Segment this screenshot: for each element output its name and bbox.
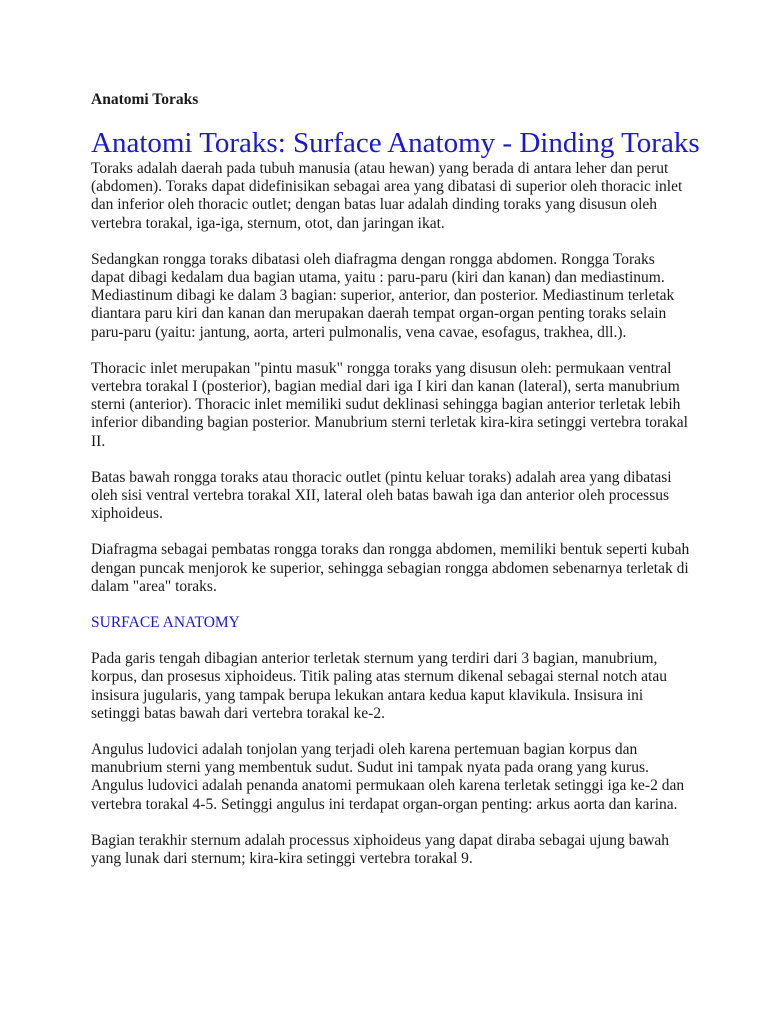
document-page [91, 90, 700, 886]
document-title: Anatomi Toraks: Surface Anatomy - Dinding Toraks [91, 127, 700, 159]
paragraph-intro-2: Sedangkan rongga toraks dibatasi oleh diafragma dengan rongga abdomen. Rongga Toraks dapat dibagi kedalam dua bagian utama, yaitu : paru-paru (kiri dan kanan) dan mediastinum. Mediastinum dibagi ke dalam 3 bagian: superior, anterior, dan posterior. Mediastinum terletak diantara paru kiri dan kanan dan merupakan daerah tempat organ-organ penting toraks selain paru-paru (yaitu: jantung, aorta, arteri pulmonalis, vena cavae, esofagus, trakhea, dll.). [91, 250, 675, 341]
section-heading-surface-anatomy: SURFACE ANATOMY [91, 614, 240, 632]
paragraph-section-1: Pada garis tengah dibagian anterior terletak sternum yang terdiri dari 3 bagian, manubrium, korpus, dan prosesus xiphoideus. Titik paling atas sternum dikenal sebagai sternal notch atau insisura jugularis, yang tampak berupa lekukan antara kedua kaput klavikula. Insisura ini setinggi batas bawah dari vertebra torakal ke-2. [91, 650, 667, 722]
paragraph-section-3: Bagian terakhir sternum adalah processus xiphoideus yang dapat diraba sebagai ujung bawah yang lunak dari sternum; kira-kira setinggi vertebra torakal 9. [91, 831, 670, 868]
paragraph-intro-5: Diafragma sebagai pembatas rongga toraks dan rongga abdomen, memiliki bentuk seperti kubah dengan puncak menjorok ke superior, sehingga sebagian rongga abdomen sebenarnya terletak di dalam "area" toraks. [91, 541, 690, 595]
paragraph-intro-4: Batas bawah rongga toraks atau thoracic outlet (pintu keluar toraks) adalah area yang dibatasi oleh sisi ventral vertebra torakal XII, lateral oleh batas bawah iga dan anterior oleh processus xiphoideus. [91, 468, 672, 523]
paragraph-intro-1: Toraks adalah daerah pada tubuh manusia (atau hewan) yang berada di antara leher dan perut (abdomen). Toraks dapat didefinisikan sebagai area yang dibatasi di superior oleh thoracic inlet dan inferior oleh thoracic outlet; dengan batas luar adalah dinding toraks yang disusun oleh vertebra torakal, iga-iga, sternum, otot, dan jaringan ikat. [91, 160, 683, 232]
paragraph-section-2: Angulus ludovici adalah tonjolan yang terjadi oleh karena pertemuan bagian korpus dan manubrium sterni yang membentuk sudut. Sudut ini tampak nyata pada orang yang kurus. Angulus ludovici adalah penanda anatomi permukaan oleh karena terletak setinggi iga ke-2 dan vertebra torakal 4-5. Setinggi angulus ini terdapat organ-organ penting: arkus aorta dan karina. [91, 741, 685, 813]
document-label: Anatomi Toraks [91, 91, 199, 108]
paragraph-intro-3: Thoracic inlet merupakan "pintu masuk" rongga toraks yang disusun oleh: permukaan ventral vertebra torakal I (posterior), bagian medial dari iga I kiri dan kanan (lateral), serta manubrium sterni (anterior). Thoracic inlet memiliki sudut deklinasi sehingga bagian anterior terletak lebih inferior dibanding bagian posterior. Manubrium sterni terletak kira-kira setinggi vertebra torakal II. [91, 359, 688, 450]
